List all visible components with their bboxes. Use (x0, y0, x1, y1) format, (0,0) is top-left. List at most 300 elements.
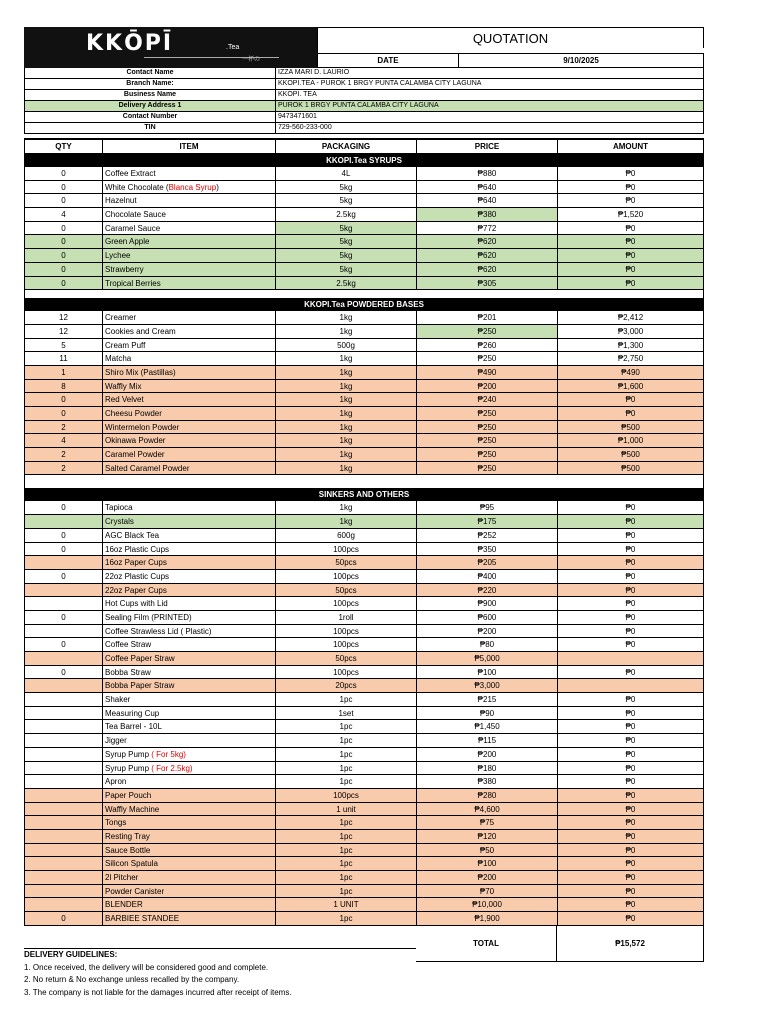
item-cell (103, 421, 276, 435)
table-row (24, 584, 704, 598)
item-cell (103, 194, 276, 208)
price-cell: ₱5,000 (417, 652, 558, 666)
table-row (24, 393, 704, 407)
qty-cell: 1 (25, 366, 103, 380)
item-cell (103, 816, 276, 830)
item-name: Cream Puff (105, 340, 146, 350)
table-row (24, 352, 704, 366)
item-cell (103, 734, 276, 748)
item-name: Paper Pouch (105, 790, 152, 800)
packaging-cell: 1kg (276, 515, 417, 529)
qty-cell: 11 (25, 352, 103, 366)
item-cell (103, 529, 276, 543)
packaging-cell: 100pcs (276, 597, 417, 611)
item-cell (103, 434, 276, 448)
total-value: ₱15,572 (557, 926, 704, 962)
amount-cell: ₱0 (558, 543, 703, 557)
qty-cell (25, 885, 103, 899)
price-cell: ₱250 (417, 434, 558, 448)
item-cell (103, 325, 276, 339)
brand-logo (24, 27, 318, 68)
amount-cell: ₱490 (558, 366, 703, 380)
col-item: ITEM (103, 140, 276, 153)
info-label: Business Name (25, 90, 276, 100)
qty-cell (25, 707, 103, 721)
amount-cell: ₱0 (558, 720, 703, 734)
table-row (24, 666, 704, 680)
amount-cell: ₱0 (558, 625, 703, 639)
amount-cell: ₱0 (558, 501, 703, 515)
table-row (24, 762, 704, 776)
item-name: Syrup Pump (105, 763, 150, 773)
item-cell (103, 380, 276, 394)
packaging-cell: 1pc (276, 816, 417, 830)
qty-cell: 0 (25, 167, 103, 181)
qty-cell: 0 (25, 249, 103, 263)
qty-cell (25, 762, 103, 776)
packaging-cell: 1kg (276, 501, 417, 515)
price-cell: ₱75 (417, 816, 558, 830)
table-row (24, 885, 704, 899)
table-row (24, 407, 704, 421)
section-gap (24, 475, 704, 488)
amount-cell: ₱0 (558, 277, 703, 291)
packaging-cell: 1kg (276, 421, 417, 435)
item-name: Tongs (105, 818, 127, 828)
section-header: SINKERS AND OTHERS (24, 488, 704, 501)
packaging-cell: 2.5kg (276, 208, 417, 222)
item-name: Waffly Machine (105, 804, 160, 814)
price-cell: ₱10,000 (417, 898, 558, 912)
item-cell (103, 222, 276, 236)
price-cell: ₱220 (417, 584, 558, 598)
qty-cell: 0 (25, 222, 103, 236)
price-cell: ₱380 (417, 775, 558, 789)
qty-cell: 0 (25, 407, 103, 421)
qty-cell: 0 (25, 181, 103, 195)
amount-cell: ₱0 (558, 263, 703, 277)
qty-cell: 12 (25, 325, 103, 339)
table-row (24, 611, 704, 625)
packaging-cell: 1pc (276, 857, 417, 871)
amount-cell: ₱2,750 (558, 352, 703, 366)
item-cell (103, 693, 276, 707)
table-row (24, 789, 704, 803)
item-name: BARBIEE STANDEE (105, 914, 180, 924)
item-name: BLENDER (105, 900, 143, 910)
col-qty: QTY (25, 140, 103, 153)
guideline-item: 3. The company is not liable for the damages incurred after receipt of items. (24, 987, 292, 997)
qty-cell: 0 (25, 638, 103, 652)
price-cell: ₱205 (417, 556, 558, 570)
amount-cell: ₱0 (558, 693, 703, 707)
price-cell: ₱80 (417, 638, 558, 652)
table-row (24, 748, 704, 762)
table-row (24, 693, 704, 707)
item-note: ( For 2.5kg) (149, 763, 193, 773)
item-name: Waffly Mix (105, 381, 142, 391)
item-name: White Chocolate ( (105, 182, 169, 192)
table-row (24, 263, 704, 277)
item-cell (103, 584, 276, 598)
item-name: Sealing Film (PRINTED) (105, 612, 192, 622)
item-note: Blanca Syrup (168, 182, 217, 192)
brand-suffix: .Tea (226, 44, 240, 51)
table-row (24, 570, 704, 584)
item-cell (103, 625, 276, 639)
amount-cell: ₱500 (558, 448, 703, 462)
table-row (24, 515, 704, 529)
item-cell (103, 844, 276, 858)
item-cell (103, 611, 276, 625)
price-cell: ₱240 (417, 393, 558, 407)
table-row (24, 311, 704, 325)
packaging-cell: 1pc (276, 871, 417, 885)
brand-name: KKŌPĪ (86, 31, 174, 56)
amount-cell: ₱0 (558, 222, 703, 236)
item-cell (103, 167, 276, 181)
qty-cell (25, 857, 103, 871)
info-row (25, 101, 703, 112)
item-name: Salted Caramel Powder (105, 463, 190, 473)
item-name: Coffee Straw (105, 640, 152, 650)
amount-cell: ₱0 (558, 748, 703, 762)
qty-cell: 0 (25, 194, 103, 208)
qty-cell: 2 (25, 448, 103, 462)
item-name: 2l Pitcher (105, 873, 139, 882)
amount-cell: ₱1,600 (558, 380, 703, 394)
qty-cell: 5 (25, 339, 103, 353)
price-cell: ₱250 (417, 462, 558, 476)
table-row (24, 208, 704, 222)
amount-cell: ₱0 (558, 789, 703, 803)
item-name: Cookies and Cream (105, 326, 176, 336)
info-label: Branch Name: (25, 79, 276, 89)
price-cell: ₱380 (417, 208, 558, 222)
item-name: Tropical Berries (105, 278, 161, 288)
table-row (24, 501, 704, 515)
price-cell: ₱772 (417, 222, 558, 236)
amount-cell: ₱0 (558, 762, 703, 776)
qty-cell: 0 (25, 277, 103, 291)
table-row (24, 434, 704, 448)
table-row (24, 625, 704, 639)
delivery-guidelines (24, 948, 416, 999)
item-cell (103, 871, 276, 885)
price-cell: ₱640 (417, 194, 558, 208)
guidelines-title: DELIVERY GUIDELINES: (24, 948, 416, 962)
item-cell (103, 666, 276, 680)
qty-cell: 4 (25, 208, 103, 222)
item-name: Bobba Paper Straw (105, 681, 175, 691)
table-row (24, 803, 704, 817)
table-row (24, 249, 704, 263)
qty-cell: 0 (25, 393, 103, 407)
item-cell (103, 407, 276, 421)
item-cell (103, 775, 276, 789)
price-cell: ₱620 (417, 263, 558, 277)
packaging-cell: 100pcs (276, 666, 417, 680)
amount-cell: ₱2,412 (558, 311, 703, 325)
packaging-cell: 5kg (276, 194, 417, 208)
line-items (24, 154, 704, 926)
price-cell: ₱200 (417, 748, 558, 762)
amount-cell: ₱500 (558, 421, 703, 435)
qty-cell (25, 556, 103, 570)
info-row (25, 90, 703, 101)
info-row (25, 79, 703, 90)
amount-cell: ₱0 (558, 912, 703, 926)
item-name: Coffee Extract (105, 169, 156, 178)
packaging-cell: 1pc (276, 693, 417, 707)
qty-cell: 2 (25, 421, 103, 435)
packaging-cell: 1pc (276, 762, 417, 776)
item-name: 16oz Plastic Cups (105, 544, 170, 554)
amount-cell (558, 679, 703, 693)
info-row (25, 68, 703, 79)
amount-cell: ₱0 (558, 529, 703, 543)
amount-cell: ₱0 (558, 816, 703, 830)
item-cell (103, 393, 276, 407)
table-row (24, 235, 704, 249)
price-cell: ₱70 (417, 885, 558, 899)
packaging-cell: 1set (276, 707, 417, 721)
qty-cell (25, 720, 103, 734)
qty-cell: 8 (25, 380, 103, 394)
item-name: Green Apple (105, 237, 150, 247)
item-cell (103, 789, 276, 803)
packaging-cell: 1roll (276, 611, 417, 625)
info-value: KKOPI.TEA - PUROK 1 BRGY PUNTA CALAMBA CITY LAGUNA (278, 80, 482, 87)
packaging-cell: 100pcs (276, 625, 417, 639)
info-label: Delivery Address 1 (25, 101, 276, 111)
item-name: Cheesu Powder (105, 409, 162, 418)
price-cell: ₱115 (417, 734, 558, 748)
table-row (24, 707, 704, 721)
qty-cell (25, 748, 103, 762)
amount-cell: ₱0 (558, 830, 703, 844)
amount-cell: ₱0 (558, 393, 703, 407)
item-cell (103, 830, 276, 844)
item-cell (103, 543, 276, 557)
price-cell: ₱100 (417, 666, 558, 680)
item-cell (103, 462, 276, 476)
item-name: 22oz Paper Cups (105, 585, 167, 595)
date-value: 9/10/2025 (459, 53, 704, 69)
item-cell (103, 803, 276, 817)
table-row (24, 556, 704, 570)
item-cell (103, 556, 276, 570)
item-cell (103, 366, 276, 380)
price-cell: ₱620 (417, 249, 558, 263)
qty-cell: 4 (25, 434, 103, 448)
table-row (24, 421, 704, 435)
price-cell: ₱252 (417, 529, 558, 543)
item-cell (103, 181, 276, 195)
item-name: Silicon Spatula (105, 859, 158, 869)
item-cell (103, 501, 276, 515)
packaging-cell: 1pc (276, 748, 417, 762)
amount-cell: ₱0 (558, 556, 703, 570)
info-value: KKOPI. TEA (278, 91, 317, 98)
info-value: 9473471601 (278, 113, 317, 120)
item-cell (103, 570, 276, 584)
price-cell: ₱250 (417, 325, 558, 339)
qty-cell (25, 898, 103, 912)
qty-cell: 0 (25, 543, 103, 557)
section-header: KKOPI.Tea POWDERED BASES (24, 298, 704, 311)
packaging-cell: 20pcs (276, 679, 417, 693)
item-name: 22oz Plastic Cups (105, 571, 170, 581)
item-cell (103, 339, 276, 353)
packaging-cell: 1pc (276, 734, 417, 748)
amount-cell: ₱0 (558, 407, 703, 421)
price-cell: ₱200 (417, 380, 558, 394)
packaging-cell: 1kg (276, 434, 417, 448)
packaging-cell: 1pc (276, 912, 417, 926)
price-cell: ₱350 (417, 543, 558, 557)
qty-cell (25, 803, 103, 817)
price-cell: ₱250 (417, 448, 558, 462)
amount-cell: ₱0 (558, 857, 703, 871)
qty-cell: 0 (25, 570, 103, 584)
qty-cell: 0 (25, 235, 103, 249)
item-name: Apron (105, 777, 127, 787)
item-name: Chocolate Sauce (105, 210, 166, 220)
table-row (24, 366, 704, 380)
amount-cell (558, 652, 703, 666)
item-cell (103, 263, 276, 277)
table-row (24, 597, 704, 611)
table-row (24, 898, 704, 912)
price-cell: ₱305 (417, 277, 558, 291)
info-value: PUROK 1 BRGY PUNTA CALAMBA CITY LAGUNA (278, 102, 439, 109)
item-name: Red Velvet (105, 395, 144, 405)
header (24, 27, 704, 68)
packaging-cell: 4L (276, 167, 417, 181)
column-headers (24, 138, 704, 154)
table-row (24, 720, 704, 734)
packaging-cell: 500g (276, 339, 417, 353)
amount-cell: ₱0 (558, 167, 703, 181)
table-row (24, 222, 704, 236)
packaging-cell: 100pcs (276, 543, 417, 557)
info-label: Contact Number (25, 112, 276, 122)
amount-cell: ₱0 (558, 584, 703, 598)
price-cell: ₱175 (417, 515, 558, 529)
section-header: KKOPI.Tea SYRUPS (24, 154, 704, 167)
table-row (24, 679, 704, 693)
packaging-cell: 1kg (276, 352, 417, 366)
price-cell: ₱250 (417, 407, 558, 421)
table-row (24, 830, 704, 844)
packaging-cell: 100pcs (276, 789, 417, 803)
qty-cell: 0 (25, 666, 103, 680)
item-name: Shaker (105, 695, 131, 705)
packaging-cell: 600g (276, 529, 417, 543)
amount-cell: ₱0 (558, 666, 703, 680)
packaging-cell: 5kg (276, 263, 417, 277)
item-cell (103, 311, 276, 325)
total-label: TOTAL (416, 926, 557, 962)
col-amount: AMOUNT (612, 142, 649, 151)
price-cell: ₱640 (417, 181, 558, 195)
item-cell (103, 679, 276, 693)
price-cell: ₱100 (417, 857, 558, 871)
packaging-cell: 2.5kg (276, 277, 417, 291)
item-name: Shiro Mix (Pastillas) (105, 367, 176, 377)
section-gap (24, 290, 704, 298)
qty-cell: 0 (25, 529, 103, 543)
price-cell: ₱880 (417, 167, 558, 181)
item-cell (103, 748, 276, 762)
item-name: Sauce Bottle (105, 845, 151, 855)
price-cell: ₱180 (417, 762, 558, 776)
info-label: Contact Name (25, 68, 276, 78)
qty-cell: 0 (25, 912, 103, 926)
item-cell (103, 762, 276, 776)
price-cell: ₱201 (417, 311, 558, 325)
amount-cell: ₱0 (558, 194, 703, 208)
price-cell: ₱250 (417, 421, 558, 435)
packaging-cell: 1pc (276, 830, 417, 844)
price-cell: ₱620 (417, 235, 558, 249)
amount-cell: ₱0 (558, 844, 703, 858)
price-cell: ₱200 (417, 625, 558, 639)
amount-cell: ₱0 (558, 734, 703, 748)
item-cell (103, 885, 276, 899)
item-name: Resting Tray (105, 831, 150, 841)
info-row (25, 123, 703, 134)
table-row (24, 529, 704, 543)
table-row (24, 448, 704, 462)
col-packaging: PACKAGING (276, 140, 417, 153)
amount-cell: ₱0 (558, 871, 703, 885)
price-cell: ₱215 (417, 693, 558, 707)
amount-cell: ₱500 (558, 462, 703, 476)
price-cell: ₱600 (417, 611, 558, 625)
packaging-cell: 5kg (276, 222, 417, 236)
packaging-cell: 50pcs (276, 652, 417, 666)
amount-cell: ₱0 (558, 515, 703, 529)
packaging-cell: 1kg (276, 448, 417, 462)
table-row (24, 912, 704, 926)
table-row (24, 652, 704, 666)
qty-cell (25, 871, 103, 885)
price-cell: ₱4,600 (417, 803, 558, 817)
packaging-cell: 1kg (276, 380, 417, 394)
qty-cell (25, 597, 103, 611)
packaging-cell: 5kg (276, 181, 417, 195)
table-row (24, 775, 704, 789)
qty-cell (25, 693, 103, 707)
price-cell: ₱200 (417, 871, 558, 885)
item-name: Okinawa Powder (105, 436, 166, 446)
price-cell: ₱95 (417, 501, 558, 515)
qty-cell (25, 625, 103, 639)
brand-tagline: 一杯の (242, 57, 261, 63)
item-name: Syrup Pump (105, 749, 150, 759)
item-name: Crystals (105, 517, 134, 527)
item-name: Matcha (105, 354, 132, 364)
price-cell: ₱3,000 (417, 679, 558, 693)
packaging-cell: 1kg (276, 393, 417, 407)
packaging-cell: 5kg (276, 249, 417, 263)
price-cell: ₱1,450 (417, 720, 558, 734)
packaging-cell: 1 UNIT (276, 898, 417, 912)
price-cell: ₱490 (417, 366, 558, 380)
item-note-tail: ) (216, 182, 219, 192)
